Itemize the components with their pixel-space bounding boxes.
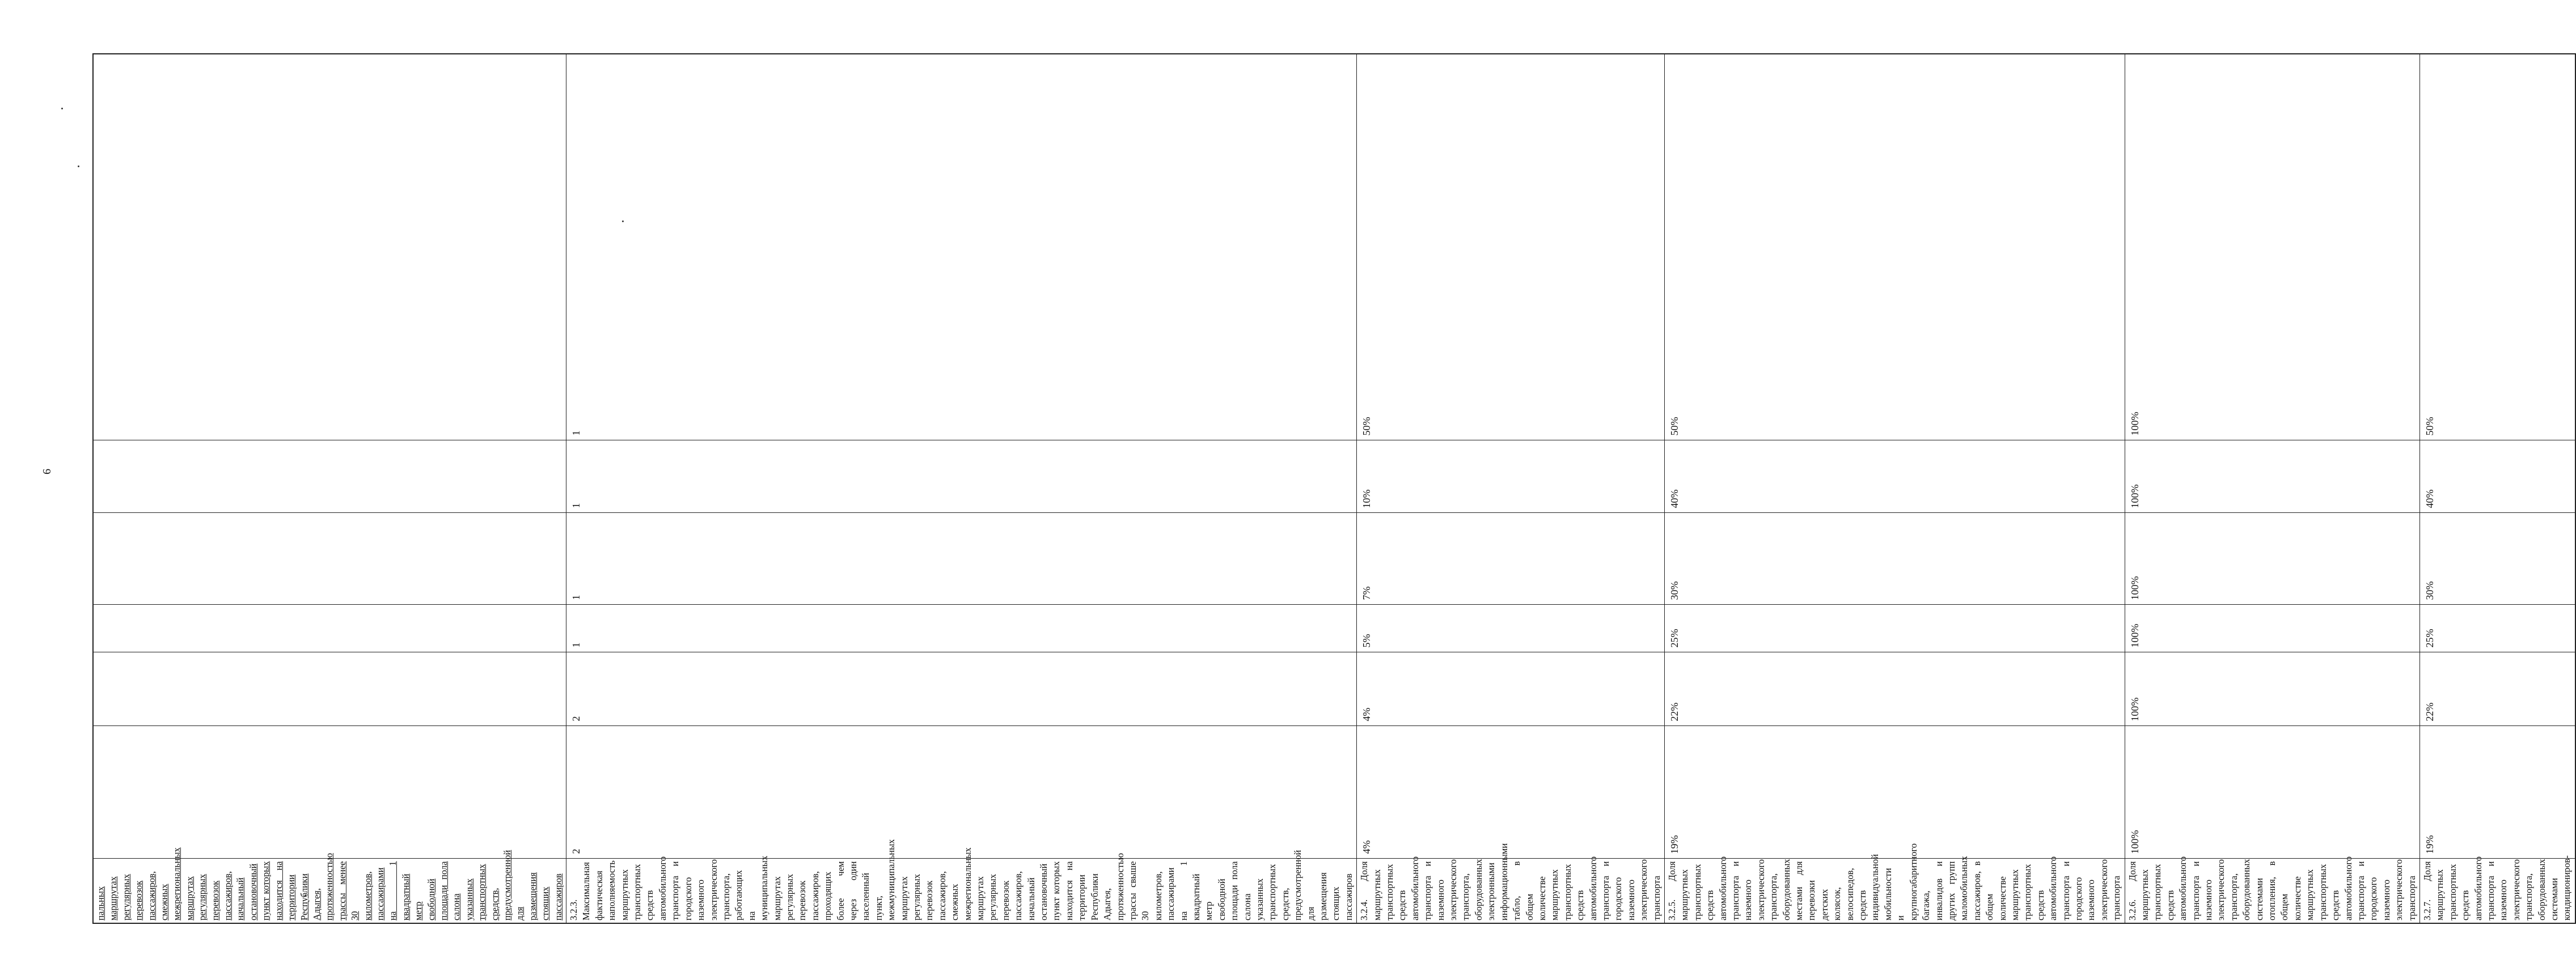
cell-value: 2 xyxy=(566,652,1357,726)
page-number: 6 xyxy=(41,469,53,474)
scan-speck xyxy=(61,108,63,109)
cell-value: 7% xyxy=(1357,513,1665,605)
cell-value: 30% xyxy=(2420,513,2575,605)
cell-value: 1 xyxy=(566,513,1357,605)
table-row xyxy=(1664,54,2125,923)
table-row xyxy=(566,54,1357,923)
cell-value: 1 xyxy=(566,605,1357,652)
cell-value: 5% xyxy=(1357,605,1665,652)
cell-value: 30% xyxy=(1664,513,2125,605)
cell-value: 40% xyxy=(2420,440,2575,513)
cell-value xyxy=(93,726,566,859)
table-row xyxy=(1357,54,1665,923)
cell-value: 25% xyxy=(1664,605,2125,652)
cell-value: 100% xyxy=(2125,54,2420,440)
cell-description: 3.2.7. Доля маршрутных транспортных средств автомобильного транспорта и наземного электрического транспорта, оборудованных системами кондициониров- xyxy=(2420,859,2575,923)
cell-value xyxy=(93,605,566,652)
cell-value: 19% xyxy=(1664,726,2125,859)
cell-value xyxy=(93,513,566,605)
cell-value: 100% xyxy=(2125,726,2420,859)
cell-value: 22% xyxy=(2420,652,2575,726)
cell-value: 1 xyxy=(566,54,1357,440)
cell-description: 3.2.4. Доля маршрутных транспортных средств автомобильного транспорта и наземного электрического транспорта, оборудованных электронными информационными табло, в общем количестве маршрутных транспортных средств автомобильного транспорта и городского наземного электрического транспорта xyxy=(1357,859,1665,923)
cell-value: 40% xyxy=(1664,440,2125,513)
cell-value: 1 xyxy=(566,440,1357,513)
cell-description: 3.2.3. Максимальная фактическая наполняемость маршрутных транспортных средств автомобильного транспорта и городского наземного электрического транспорта, работающих на муниципальных маршрутах регулярных перевозок пассажиров, проходящих более чем через один населенный пункт, межмуниципальных маршрутах регулярных перевозок пассажиров, смежных межрегиональных маршрутах регулярных перевозок пассажиров, начальный остановочный пункт которых находится на территории Республики Адыгея, протяженностью трассы свыше 30 километров, пассажирами на 1 квадратный метр свободной площади пола салона указанных транспортных средств, предусмотренной для размещения стоящих пассажиров xyxy=(566,859,1357,923)
cell-description: 3.2.5. Доля маршрутных транспортных средств автомобильного транспорта и наземного электрического транспорта, оборудованных местами для перевозки детских колясок, велосипедов, средств индивидуальной мобильности и крупногабаритного багажа, инвалидов и других групп маломобильных пассажиров, в общем количестве маршрутных транспортных средств автомобильного транспорта и городского наземного электрического транспорта xyxy=(1664,859,2125,923)
cell-value: 50% xyxy=(1357,54,1665,440)
cell-value xyxy=(93,652,566,726)
table-row xyxy=(2420,54,2575,923)
cell-value: 4% xyxy=(1357,726,1665,859)
cell-value: 2 xyxy=(566,726,1357,859)
cell-value: 19% xyxy=(2420,726,2575,859)
table-row xyxy=(2125,54,2420,923)
cell-value: 100% xyxy=(2125,440,2420,513)
cell-description: пальных маршрутах регулярных перевозок пассажиров, смежных межрегиональных маршрутах регулярных перевозок пассажиров, начальный остановочный пункт которых находится на территории Республики Адыгея, протяженностью трассы менее 30 километров, пассажирами на 1 квадратный метр свободной площади пола салона указанных транспортных средств, предусмотренной для размещения стоящих пассажиров xyxy=(93,859,566,923)
cell-value xyxy=(93,440,566,513)
cell-value: 25% xyxy=(2420,605,2575,652)
cell-value: 4% xyxy=(1357,652,1665,726)
cell-value: 50% xyxy=(2420,54,2575,440)
cell-value: 50% xyxy=(1664,54,2125,440)
cell-value: 10% xyxy=(1357,440,1665,513)
cell-value: 100% xyxy=(2125,652,2420,726)
cell-value xyxy=(93,54,566,440)
cell-value: 100% xyxy=(2125,513,2420,605)
cell-value: 100% xyxy=(2125,605,2420,652)
cell-value: 22% xyxy=(1664,652,2125,726)
table-row xyxy=(93,54,566,923)
indicator-table xyxy=(92,53,2573,924)
cell-description: 3.2.6. Доля маршрутных транспортных средств автомобильного транспорта и наземного электрического транспорта, оборудованных системами отопления, в общем количестве маршрутных транспортных средств автомобильного транспорта и городского наземного электрического транспорта xyxy=(2125,859,2420,923)
scan-speck xyxy=(78,166,79,167)
